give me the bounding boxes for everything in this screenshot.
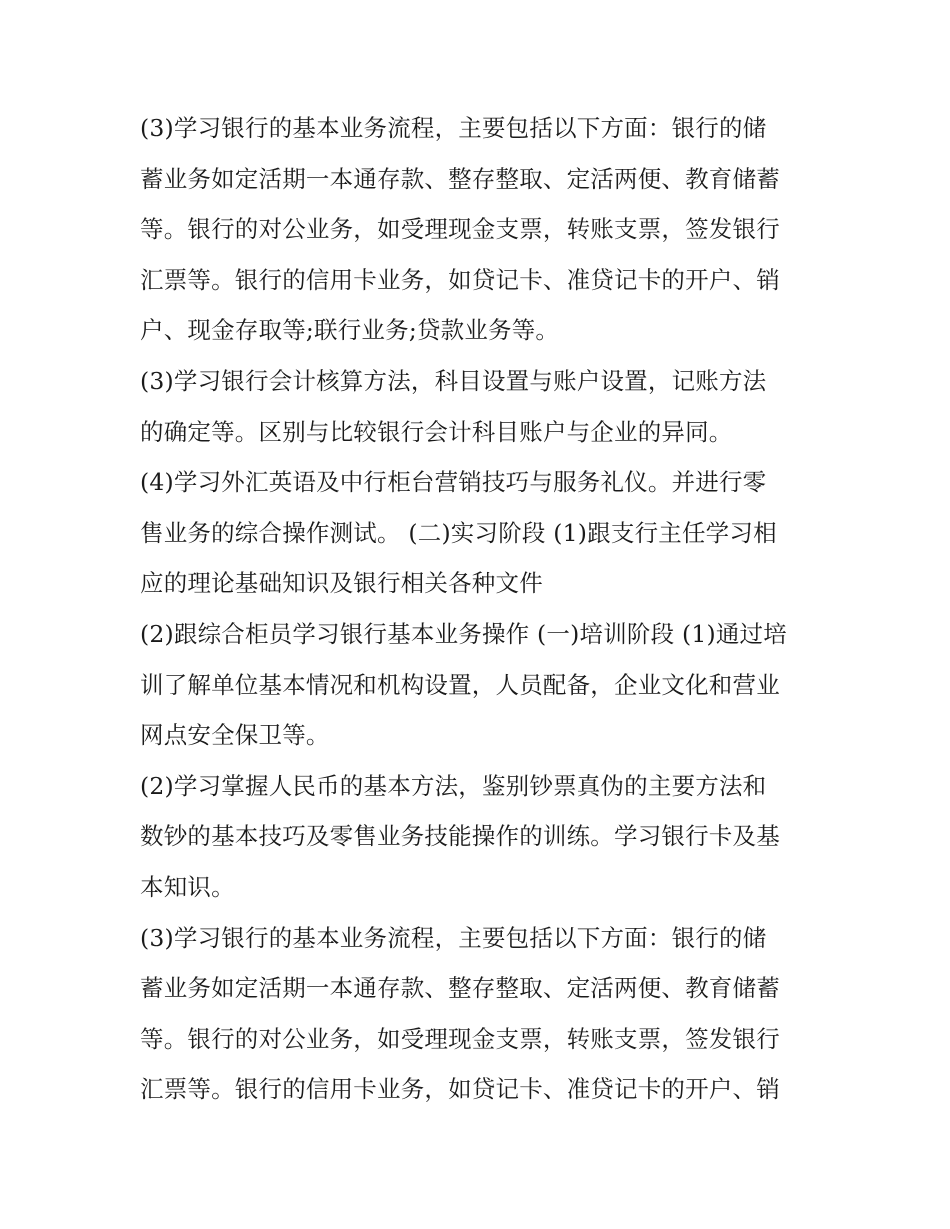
text-line: 户、现金存取等;联行业务;贷款业务等。 — [140, 316, 560, 345]
text-line: 等。银行的对公业务，如受理现金支票，转账支票，签发银行 — [140, 1024, 780, 1053]
text-line: 训了解单位基本情况和机构设置，人员配备，企业文化和营业 — [140, 670, 780, 699]
text-line: (3)学习银行的基本业务流程，主要包括以下方面：银行的储 — [140, 114, 767, 142]
text-line: (2)学习掌握人民币的基本方法，鉴别钞票真伪的主要方法和 — [140, 771, 767, 800]
text-line: 汇票等。银行的信用卡业务，如贷记卡、准贷记卡的开户、销 — [140, 265, 780, 294]
text-line: 蓄业务如定活期一本通存款、整存整取、定活两便、教育储蓄 — [140, 974, 780, 1003]
text-line: 应的理论基础知识及银行相关各种文件 — [140, 569, 543, 598]
text-line: (3)学习银行会计核算方法，科目设置与账户设置，记账方法 — [140, 366, 767, 395]
text-line: 本知识。 — [140, 872, 235, 901]
text-line: 的确定等。区别与比较银行会计科目账户与企业的异同。 — [140, 417, 733, 446]
text-line: 汇票等。银行的信用卡业务，如贷记卡、准贷记卡的开户、销 — [140, 1075, 780, 1104]
text-line: (4)学习外汇英语及中行柜台营销技巧与服务礼仪。并进行零 — [140, 468, 767, 497]
text-line: 等。银行的对公业务，如受理现金支票，转账支票，签发银行 — [140, 215, 780, 244]
text-line: 数钞的基本技巧及零售业务技能操作的训练。学习银行卡及基 — [140, 822, 780, 851]
text-line: 蓄业务如定活期一本通存款、整存整取、定活两便、教育储蓄 — [140, 164, 780, 193]
document-body — [140, 103, 812, 1115]
text-line: 网点安全保卫等。 — [140, 721, 330, 750]
text-line: (3)学习银行的基本业务流程，主要包括以下方面：银行的储 — [140, 923, 767, 952]
text-line: (2)跟综合柜员学习银行基本业务操作 (一)培训阶段 (1)通过培 — [140, 619, 787, 648]
text-line: 售业务的综合操作测试。 (二)实习阶段 (1)跟支行主任学习相 — [140, 518, 777, 547]
